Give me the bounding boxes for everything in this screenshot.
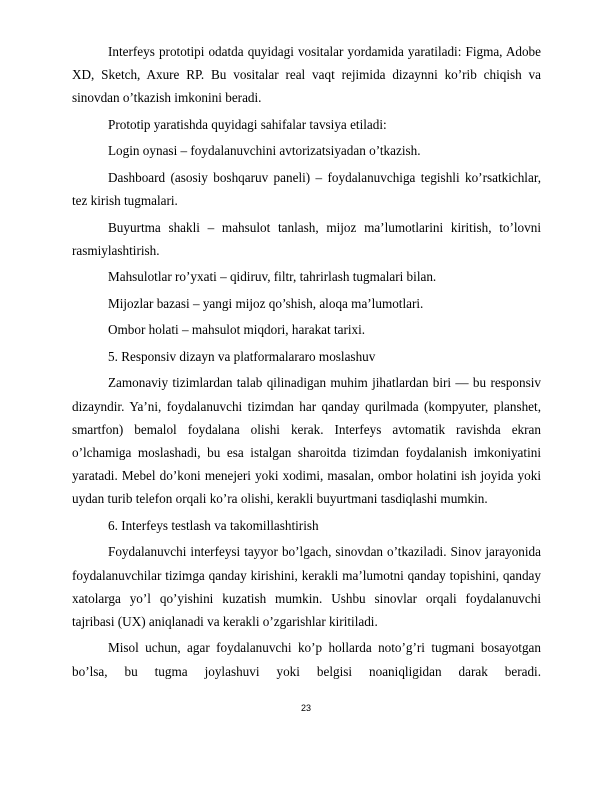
paragraph-recommended-pages: Prototip yaratishda quyidagi sahifalar tavsiya etiladi: <box>108 116 387 132</box>
paragraph-testing: Foydalanuvchi interfeysi tayyor bo’lgach, sinovdan o’tkaziladi. Sinov jarayonida foydalanuvchilar tizimga qanday kirishini, kerakli ma’lumotni qanday topishini, qanday xatolarga yo’l qo’yishini kuzatish mumkin. Ushbu sinovlar orqali foydalanuvchi tajribasi (UX) aniqlanadi va kerakli o’zgarishlar kiritiladi. <box>72 544 541 629</box>
list-item-warehouse: Ombor holati – mahsulot miqdori, harakat tarixi. <box>108 322 366 338</box>
paragraph-responsive-design: Zamonaviy tizimlardan talab qilinadigan muhim jihatlardan biri — bu responsiv dizayndir. Ya’ni, foydalanuvchi tizimdan har qanday qurilmada (kompyuter, planshet, smartfon) bemalol foydalana olishi kerak. Interfeys avtomatik ravishda ekran o’lchamiga moslashadi, bu esa istalgan sharoitda tizimdan foydalanish imkoniyatini yaratadi. Mebel do’koni menejeri yoki xodimi, masalan, ombor holatini ish joyida yoki uydan turib telefon orqali ko’ra olishi, kerakli buyurtmani tasdiqlashi mumkin. <box>72 375 541 507</box>
list-item-order-form: Buyurtma shakli – mahsulot tanlash, mijoz ma’lumotlarini kiritish, to’lovni rasmiylashtirish. <box>72 219 541 258</box>
list-item-products: Mahsulotlar ro’yxati – qidiruv, filtr, tahrirlash tugmalari bilan. <box>108 269 437 285</box>
list-item-customers: Mijozlar bazasi – yangi mijoz qo’shish, aloqa ma’lumotlari. <box>108 295 424 311</box>
document-body <box>72 40 541 686</box>
paragraph-example: Misol uchun, agar foydalanuvchi ko’p hollarda noto’g’ri tugmani bosayotgan bo’lsa, bu tugma joylashuvi yoki belgisi noaniqligidan darak beradi. <box>72 640 541 679</box>
section-heading-responsive: 5. Responsiv dizayn va platformalararo moslashuv <box>108 348 376 364</box>
paragraph-prototype-tools: Interfeys prototipi odatda quyidagi vositalar yordamida yaratiladi: Figma, Adobe XD, Sketch, Axure RP. Bu vositalar real vaqt rejimida dizaynni ko’rib chiqish va sinovdan o’tkazish imkonini beradi. <box>72 44 541 106</box>
list-item-login: Login oynasi – foydalanuvchini avtorizatsiyadan o’tkazish. <box>108 143 421 159</box>
section-heading-testing: 6. Interfeys testlash va takomillashtirish <box>108 517 319 533</box>
list-item-dashboard: Dashboard (asosiy boshqaruv paneli) – foydalanuvchiga tegishli ko’rsatkichlar, tez kirish tugmalari. <box>72 169 541 209</box>
page-number: 23 <box>300 703 311 713</box>
